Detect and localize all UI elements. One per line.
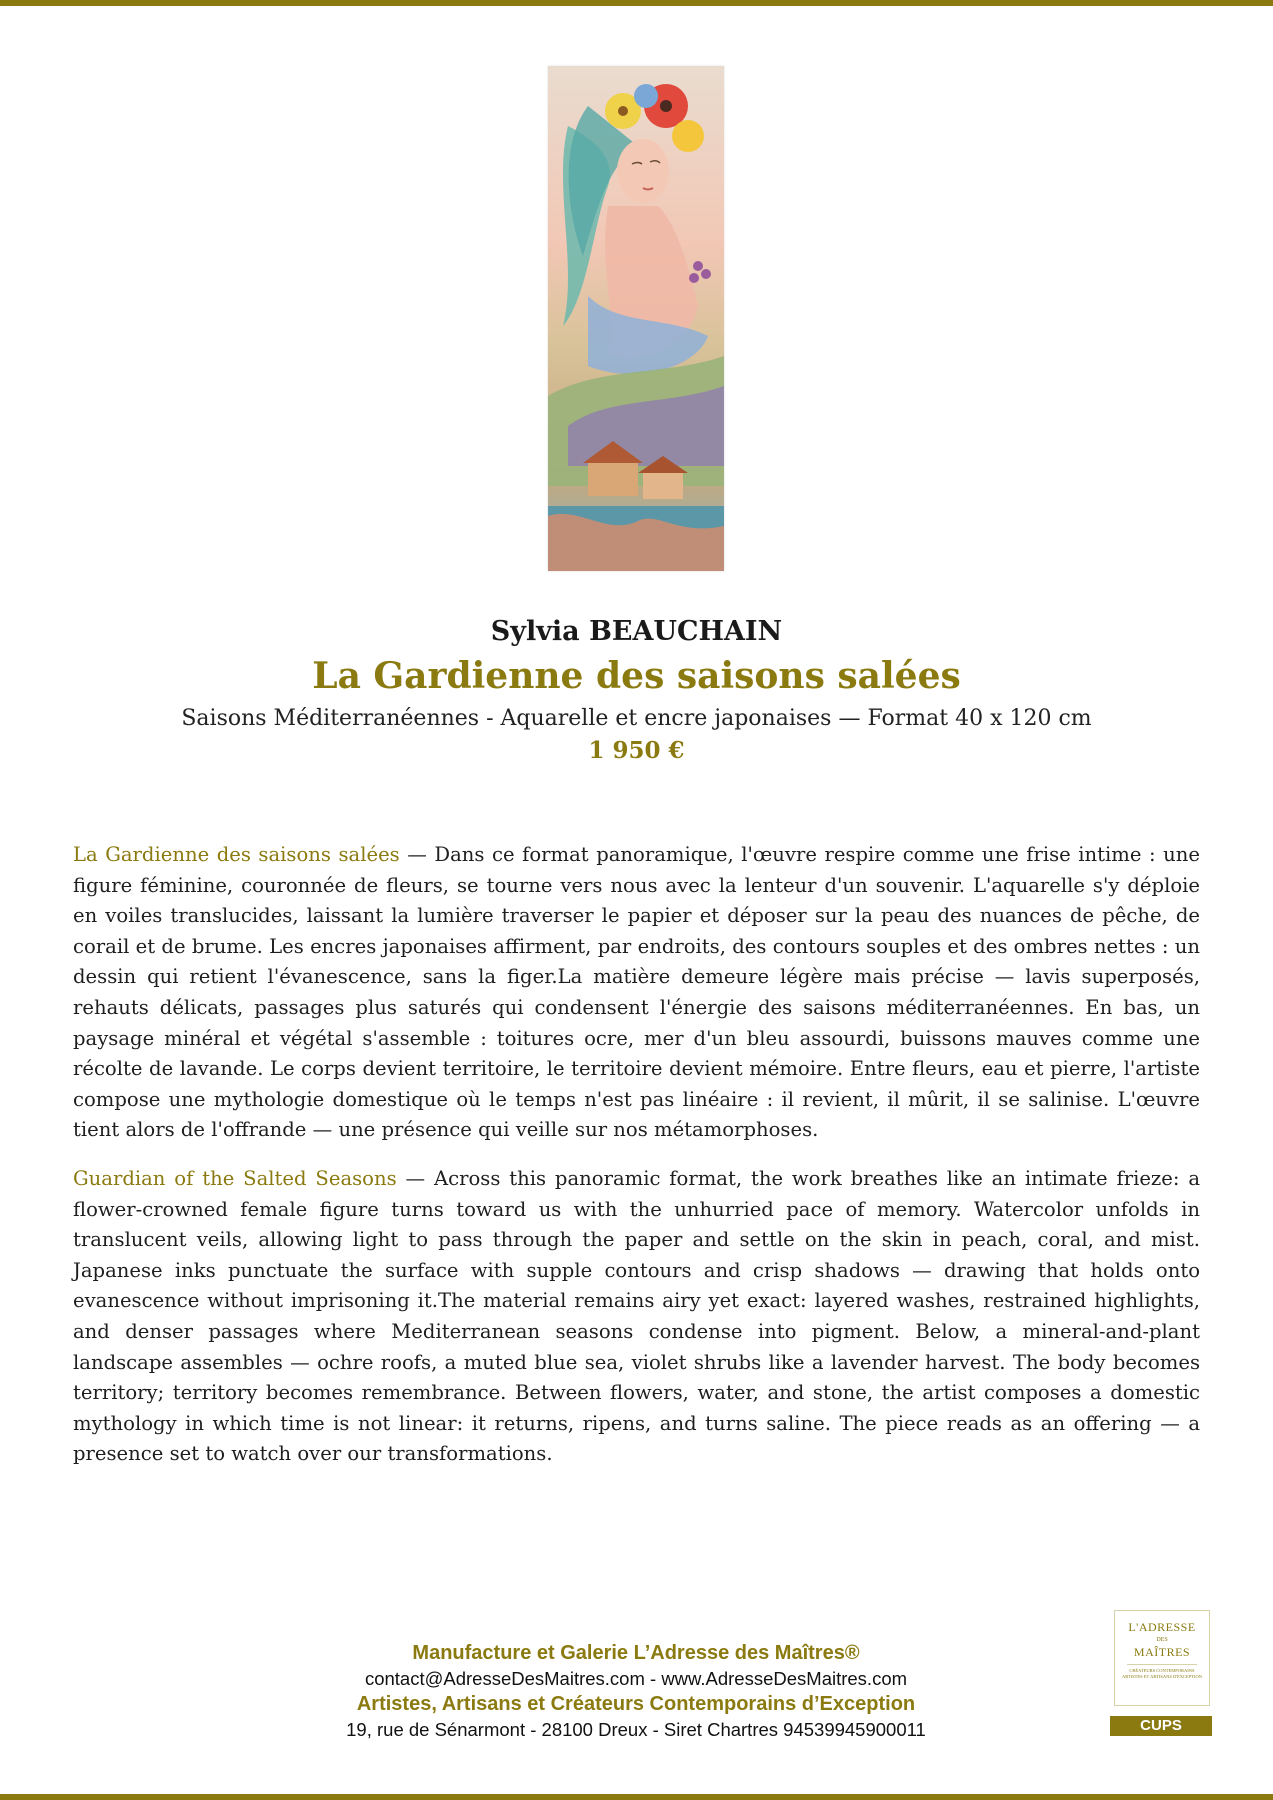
gallery-logo <box>1114 1610 1210 1706</box>
top-border <box>0 0 1273 6</box>
footer-address: 19, rue de Sénarmont - 28100 Dreux - Siret Chartres 94539945900011 <box>346 1719 926 1740</box>
artist-name: Sylvia BEAUCHAIN <box>490 616 783 647</box>
logo-line2: DES <box>1156 1637 1168 1643</box>
logo-line1: L'ADRESSE <box>1128 1620 1196 1634</box>
description-fr <box>73 840 1200 1146</box>
logo-divider <box>1127 1664 1197 1665</box>
cups-badge: CUPS <box>1110 1716 1212 1736</box>
artwork-header <box>0 612 1273 768</box>
artwork-price: 1 950 € <box>588 737 685 764</box>
description-fr-text: — Dans ce format panoramique, l'œuvre respire comme une frise intime : une figure féminine, couronnée de fleurs, se tourne vers nous avec la lenteur d'un souvenir. L'aquarelle s'y déploie en voiles translucides, laissant la lumière traverser le papier et déposer sur la peau des nuances de pêche, de corail et de brume. Les encres japonaises affirment, par endroits, des contours souples et des ombres nettes : un dessin qui retient l'évanescence, sans la figer.La matière demeure légère mais précise — lavis superposés, rehauts délicats, passages plus saturés qui condensent l'énergie des saisons méditerranéennes. En bas, un paysage minéral et végétal s'assemble : toitures ocre, mer d'un bleu assourdi, buissons mauves comme une récolte de lavande. Le corps devient territoire, le territoire devient mémoire. Entre fleurs, eau et pierre, l'artiste compose une mythologie domestique où le temps n'est pas linéaire : il revient, il mûrit, il se salinise. L'œuvre tient alors de l'offrande — une présence qui veille sur nos métamorphoses. <box>73 843 1200 1142</box>
footer-tagline: Artistes, Artisans et Créateurs Contemporains d’Exception <box>356 1693 916 1715</box>
artwork-title: La Gardienne des saisons salées <box>312 655 961 697</box>
description <box>73 840 1200 1488</box>
artwork-painting <box>548 66 724 571</box>
description-en-lead: Guardian of the Salted Seasons <box>73 1166 397 1190</box>
artwork-image <box>548 66 724 571</box>
bottom-border <box>0 1794 1273 1800</box>
description-fr-lead: La Gardienne des saisons salées <box>73 843 400 866</box>
logo-line3: MAÎTRES <box>1133 1645 1191 1659</box>
footer <box>260 1640 1012 1742</box>
description-en-text: — Across this panoramic format, the work breathes like an intimate frieze: a flower-crowned female figure turns toward us with the unhurried pace of memory. Watercolor unfolds in translucent veils, allowing light to pass through the paper and settle on the skin in peach, coral, and mist. Japanese inks punctuate the surface with supple contours and crisp shadows — drawing that holds onto evanescence without imprisoning it.The material remains airy yet exact: layered washes, restrained highlights, and denser passages where Mediterranean seasons condense into pigment. Below, a mineral-and-plant landscape assembles — ochre roofs, a muted blue sea, violet shrubs like a lavender harvest. The body becomes territory; territory becomes remembrance. Between flowers, water, and stone, the artist composes a domestic mythology in which time is not linear: it returns, ripens, and turns saline. The piece reads as an offering — a presence set to watch over our transformations. <box>73 1166 1200 1466</box>
logo-line4: CRÉATEURS CONTEMPORAINS ARTISTES ET ARTISANS D'EXCEPTION <box>1121 1668 1203 1679</box>
description-en <box>73 1164 1200 1470</box>
artwork-details: Saisons Méditerranéennes - Aquarelle et encre japonaises — Format 40 x 120 cm <box>181 706 1092 731</box>
footer-contact: contact@AdresseDesMaitres.com - www.AdresseDesMaitres.com <box>364 1668 908 1689</box>
footer-gallery: Manufacture et Galerie L’Adresse des Maîtres® <box>412 1642 860 1664</box>
